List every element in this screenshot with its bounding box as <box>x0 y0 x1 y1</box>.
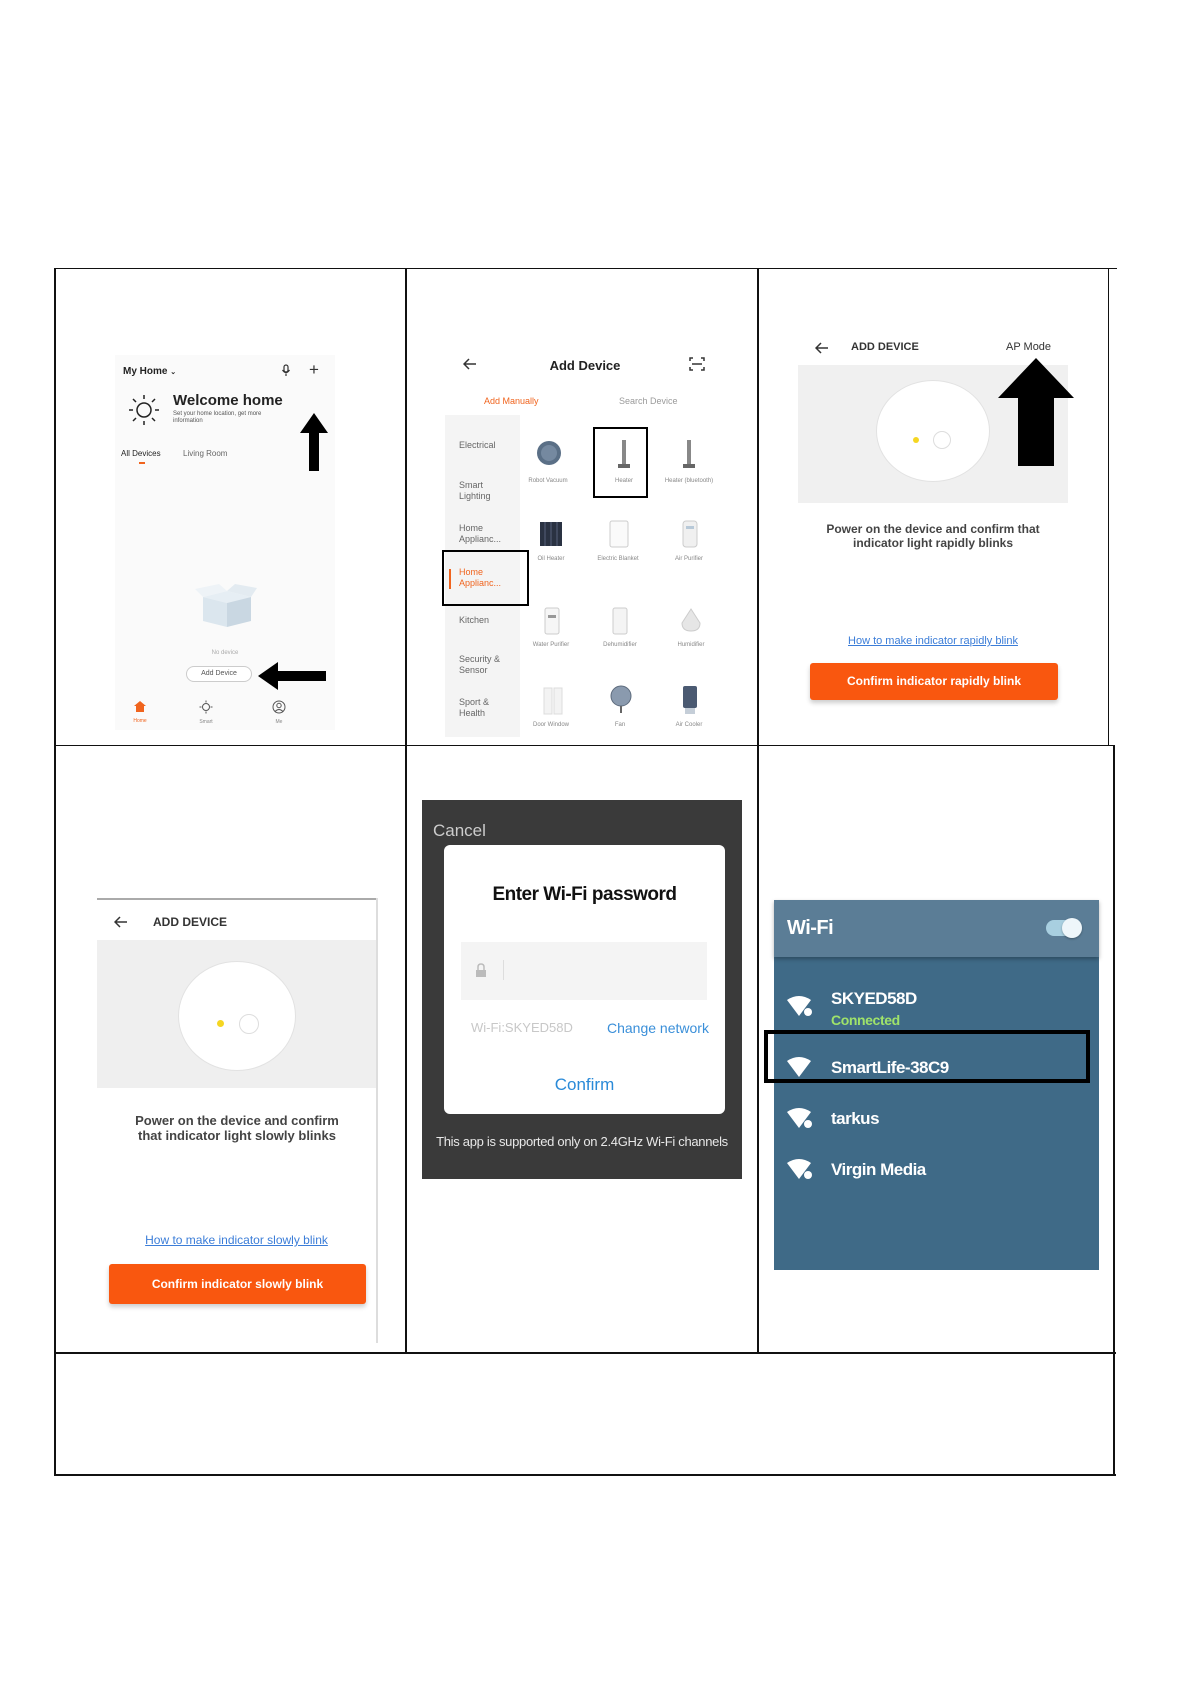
no-device-text: No device <box>211 650 239 656</box>
tab-all-devices[interactable] <box>121 449 161 464</box>
category-kitchen[interactable]: Kitchen <box>459 615 490 625</box>
air-cooler-icon[interactable] <box>682 685 698 720</box>
right-border <box>376 898 378 1343</box>
device-plug-illustration <box>178 961 296 1071</box>
highlight-home-appliance <box>442 550 529 606</box>
nav-smart[interactable] <box>195 700 217 725</box>
confirm-button[interactable]: Confirm <box>554 1075 615 1094</box>
electric-blanket-icon[interactable] <box>609 520 631 553</box>
heater-bluetooth-icon[interactable] <box>683 440 695 475</box>
welcome-subtitle: Set your home location, get more information <box>173 411 262 424</box>
wifi-signal-icon <box>786 995 812 1017</box>
door-window-icon[interactable] <box>543 687 563 720</box>
tab-all-devices-label: All Devices <box>121 449 161 458</box>
back-arrow-icon[interactable] <box>114 915 128 933</box>
arrow-left-annotation <box>258 661 326 696</box>
indicator-light <box>217 1020 224 1027</box>
home-icon <box>133 700 147 713</box>
nav-smart-label: Smart <box>199 719 213 725</box>
category-security-sensor[interactable]: Security & Sensor <box>459 654 501 675</box>
water-purifier-icon[interactable] <box>544 607 560 640</box>
nav-me[interactable] <box>268 700 290 725</box>
cancel-button[interactable]: Cancel <box>433 821 486 840</box>
device-humidifier: Humidifier <box>677 642 705 648</box>
highlight-heater <box>593 427 648 498</box>
device-air-cooler: Air Cooler <box>675 722 703 728</box>
device-heater-bluetooth: Heater (bluetooth) <box>664 478 714 484</box>
confirm-rapid-blink-button[interactable]: Confirm indicator rapidly blink <box>810 663 1058 700</box>
humidifier-icon[interactable] <box>678 607 704 638</box>
confirm-slow-blink-button[interactable]: Confirm indicator slowly blink <box>109 1264 366 1304</box>
lock-icon <box>475 963 487 983</box>
air-purifier-icon[interactable] <box>682 520 698 553</box>
device-heater: Heater <box>614 478 633 484</box>
arrow-up-annotation <box>299 413 329 476</box>
channel-support-note: This app is supported only on 2.4GHz Wi-Fi channels <box>436 1134 728 1149</box>
scan-icon[interactable] <box>689 357 705 376</box>
smart-sun-icon <box>199 700 213 714</box>
wifi-title: Wi-Fi <box>787 917 834 939</box>
robot-vacuum-icon[interactable] <box>536 440 562 471</box>
tab-search-device[interactable]: Search Device <box>619 396 678 406</box>
device-oil-heater: Oil Heater <box>537 556 565 562</box>
dehumidifier-icon[interactable] <box>612 607 628 640</box>
wifi-signal-icon <box>786 1158 812 1180</box>
device-air-purifier: Air Purifier <box>674 556 703 562</box>
tab-active-indicator <box>139 462 145 464</box>
bottom-nav <box>115 700 335 730</box>
panel-slow-blink <box>97 898 378 1343</box>
network-name: tarkus <box>831 1109 880 1128</box>
panel-wifi-password <box>422 800 742 1179</box>
indicator-light <box>913 437 919 443</box>
highlight-smartlife-network <box>764 1030 1090 1083</box>
instruction-text: Power on the device and confirm that indicator light slowly blinks <box>135 1113 339 1143</box>
device-illustration-area <box>97 940 376 1088</box>
add-plus-icon[interactable]: + <box>309 360 319 379</box>
sun-weather-icon <box>127 393 161 432</box>
current-network-label: Wi-Fi:SKYED58D <box>471 1020 573 1035</box>
top-divider <box>97 898 378 900</box>
welcome-title: Welcome home <box>173 392 283 409</box>
category-smart-lighting[interactable]: Smart Lighting <box>459 480 491 501</box>
power-button-icon <box>933 431 951 449</box>
page-title: Add Device <box>549 358 621 373</box>
network-name: SmartLife-38C9 <box>831 1058 949 1077</box>
network-name: SKYED58D <box>831 989 917 1008</box>
chevron-down-icon: ⌄ <box>170 369 177 376</box>
oil-heater-icon[interactable] <box>540 522 562 551</box>
panel-add-device-list <box>445 345 725 737</box>
home-selector-label: My Home <box>123 366 168 377</box>
wifi-network-row[interactable] <box>774 1098 1099 1148</box>
device-door-window: Door Window <box>532 722 569 728</box>
wifi-toggle[interactable] <box>1046 920 1078 936</box>
wifi-network-row[interactable] <box>774 1149 1099 1199</box>
change-network-link[interactable]: Change network <box>607 1020 709 1036</box>
device-dehumidifier: Dehumidifier <box>603 642 637 648</box>
category-home-appliance-2[interactable]: Home Applianc... <box>459 567 502 588</box>
back-arrow-icon[interactable] <box>815 341 829 359</box>
password-dialog <box>444 845 725 1114</box>
device-plug-illustration <box>876 380 990 482</box>
help-link[interactable]: How to make indicator rapidly blink <box>848 635 1018 647</box>
device-robot-vacuum: Robot Vacuum <box>528 478 568 484</box>
device-electric-blanket: Electric Blanket <box>597 556 639 562</box>
category-home-appliance-1[interactable]: Home Applianc... <box>459 523 502 544</box>
fan-icon[interactable] <box>610 685 632 720</box>
wifi-header <box>774 900 1099 957</box>
help-link[interactable]: How to make indicator slowly blink <box>145 1233 328 1247</box>
home-selector[interactable] <box>123 366 176 377</box>
power-button-icon <box>239 1014 259 1034</box>
tab-add-manually[interactable]: Add Manually <box>484 396 539 406</box>
device-water-purifier: Water Purifier <box>532 642 570 648</box>
ap-mode-link[interactable]: AP Mode <box>1006 341 1052 353</box>
password-input[interactable] <box>461 942 707 1000</box>
arrow-up-annotation <box>998 358 1074 471</box>
panel-wifi-list <box>774 900 1099 1270</box>
network-status: Connected <box>831 1012 900 1028</box>
wifi-signal-icon <box>786 1107 812 1129</box>
nav-home[interactable] <box>129 700 151 724</box>
text-cursor <box>503 960 504 980</box>
device-fan: Fan <box>614 722 626 728</box>
toggle-knob <box>1062 918 1082 938</box>
instruction-text: Power on the device and confirm that indicator light rapidly blinks <box>826 522 1040 550</box>
tab-living-room[interactable]: Living Room <box>183 449 228 458</box>
dialog-title: Enter Wi-Fi password <box>492 884 677 905</box>
header-title: ADD DEVICE <box>851 341 919 353</box>
microphone-icon[interactable] <box>281 364 291 382</box>
category-electrical[interactable]: Electrical <box>459 440 496 450</box>
empty-box-illustration <box>193 583 259 634</box>
wifi-network-row[interactable] <box>774 985 1099 1035</box>
nav-me-label: Me <box>275 719 283 725</box>
network-name: Virgin Media <box>831 1160 926 1179</box>
nav-home-label: Home <box>133 718 147 724</box>
category-sport-health[interactable]: Sport & Health <box>459 697 490 718</box>
header-title: ADD DEVICE <box>153 915 228 929</box>
add-device-button[interactable]: Add Device <box>186 666 252 682</box>
user-profile-icon <box>272 700 286 714</box>
